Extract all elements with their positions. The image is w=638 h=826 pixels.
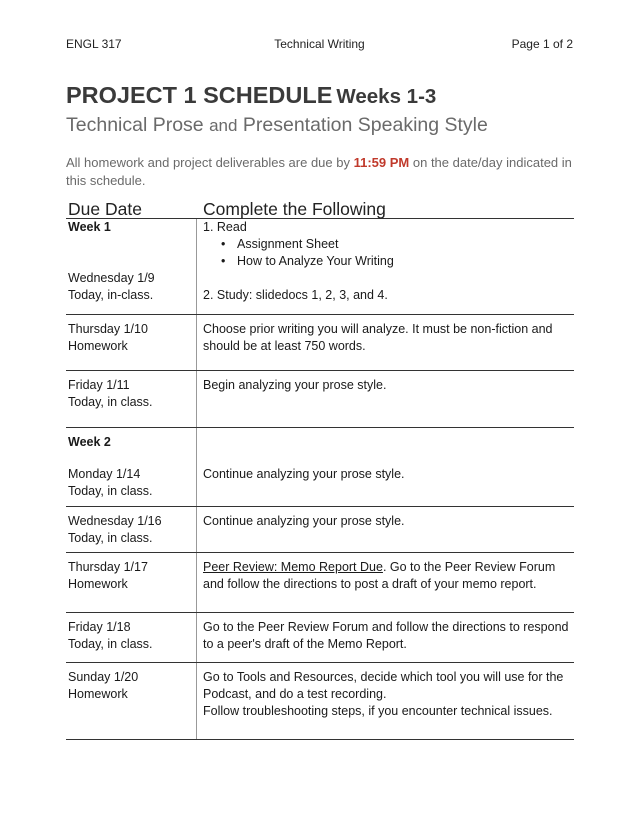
- task-text: Continue analyzing your prose style.: [203, 514, 405, 528]
- due-date: Monday 1/14: [68, 467, 141, 481]
- due-date: Friday 1/11: [68, 378, 130, 392]
- due-date: Friday 1/18: [68, 620, 131, 634]
- title-weeks: Weeks 1-3: [336, 85, 437, 108]
- due-date-cell: [68, 434, 196, 500]
- due-when: Homework: [68, 687, 128, 701]
- table-row: [66, 663, 574, 740]
- task-cell: [203, 219, 573, 304]
- list-item: • How to Analyze Your Writing: [221, 254, 394, 268]
- week-label: Week 1: [68, 220, 111, 234]
- title-main: PROJECT 1 SCHEDULE: [66, 82, 333, 108]
- header-due-date: Due Date: [68, 199, 142, 219]
- due-when: Today, in class.: [68, 531, 153, 545]
- task-cell: [203, 559, 573, 593]
- due-date-cell: [68, 377, 196, 411]
- table-row: [66, 315, 574, 371]
- task-cell: [203, 669, 573, 720]
- intro-after: on the date/day indicated in this schedule.: [66, 155, 572, 188]
- table-row: [66, 613, 574, 663]
- due-date: Wednesday 1/16: [68, 514, 162, 528]
- task-text: Choose prior writing you will analyze. It must be non-fiction and should be at least 750 words.: [203, 322, 553, 353]
- task-text-2: Follow troubleshooting steps, if you encounter technical issues.: [203, 704, 553, 718]
- schedule-table: [66, 199, 574, 740]
- course-code: ENGL 317: [66, 37, 122, 51]
- page-header: [66, 37, 573, 55]
- task-text: Go to the Peer Review Forum and follow the directions to respond to a peer's draft of the Memo Report.: [203, 620, 569, 651]
- table-row: [66, 553, 574, 613]
- study-item: 2. Study: slidedocs 1, 2, 3, and 4.: [203, 288, 388, 302]
- table-row: [66, 507, 574, 553]
- task-text: Continue analyzing your prose style.: [203, 467, 405, 481]
- intro-before: All homework and project deliverables are due by: [66, 155, 354, 170]
- week-label: Week 2: [68, 435, 111, 449]
- table-row: [66, 371, 574, 428]
- due-when: Today, in-class.: [68, 288, 154, 302]
- due-date: Wednesday 1/9: [68, 271, 155, 285]
- due-when: Today, in class.: [68, 637, 153, 651]
- due-date-cell: [68, 321, 196, 355]
- task-text: Go to Tools and Resources, decide which tool you will use for the Podcast, and do a test recording.: [203, 670, 564, 701]
- table-row: [66, 428, 574, 507]
- course-subject: Technical Writing: [274, 37, 365, 51]
- subtitle-part2: Presentation Speaking Style: [242, 114, 488, 136]
- due-when: Homework: [68, 577, 128, 591]
- due-date-cell: [68, 559, 196, 593]
- due-date: Sunday 1/20: [68, 670, 139, 684]
- page-number: Page 1 of 2: [511, 37, 573, 51]
- due-time: 11:59 PM: [353, 155, 410, 170]
- due-when: Homework: [68, 339, 128, 353]
- due-date: Thursday 1/17: [68, 560, 148, 574]
- subtitle-part1: Technical Prose: [66, 114, 204, 136]
- due-when: Today, in class.: [68, 484, 153, 498]
- due-date-cell: [68, 669, 196, 703]
- due-when: Today, in class.: [68, 395, 153, 409]
- page-title: [66, 82, 436, 109]
- list-item: • Assignment Sheet: [221, 237, 339, 251]
- due-date-cell: [68, 619, 196, 653]
- page-subtitle: [66, 114, 488, 137]
- table-header-row: [66, 199, 574, 219]
- due-date-cell: [68, 513, 196, 547]
- intro-paragraph: [66, 154, 576, 190]
- task-text: . Go to the Peer Review Forum and follow the directions to post a draft of your memo report.: [203, 560, 556, 591]
- subtitle-and: and: [209, 116, 238, 135]
- table-row: [66, 219, 574, 315]
- due-date-cell: [68, 219, 196, 304]
- read-label: 1. Read: [203, 220, 247, 234]
- peer-review-link[interactable]: Peer Review: Memo Report Due: [203, 560, 383, 574]
- header-complete: Complete the Following: [203, 199, 386, 219]
- task-text: Begin analyzing your prose style.: [203, 378, 387, 392]
- due-date: Thursday 1/10: [68, 322, 148, 336]
